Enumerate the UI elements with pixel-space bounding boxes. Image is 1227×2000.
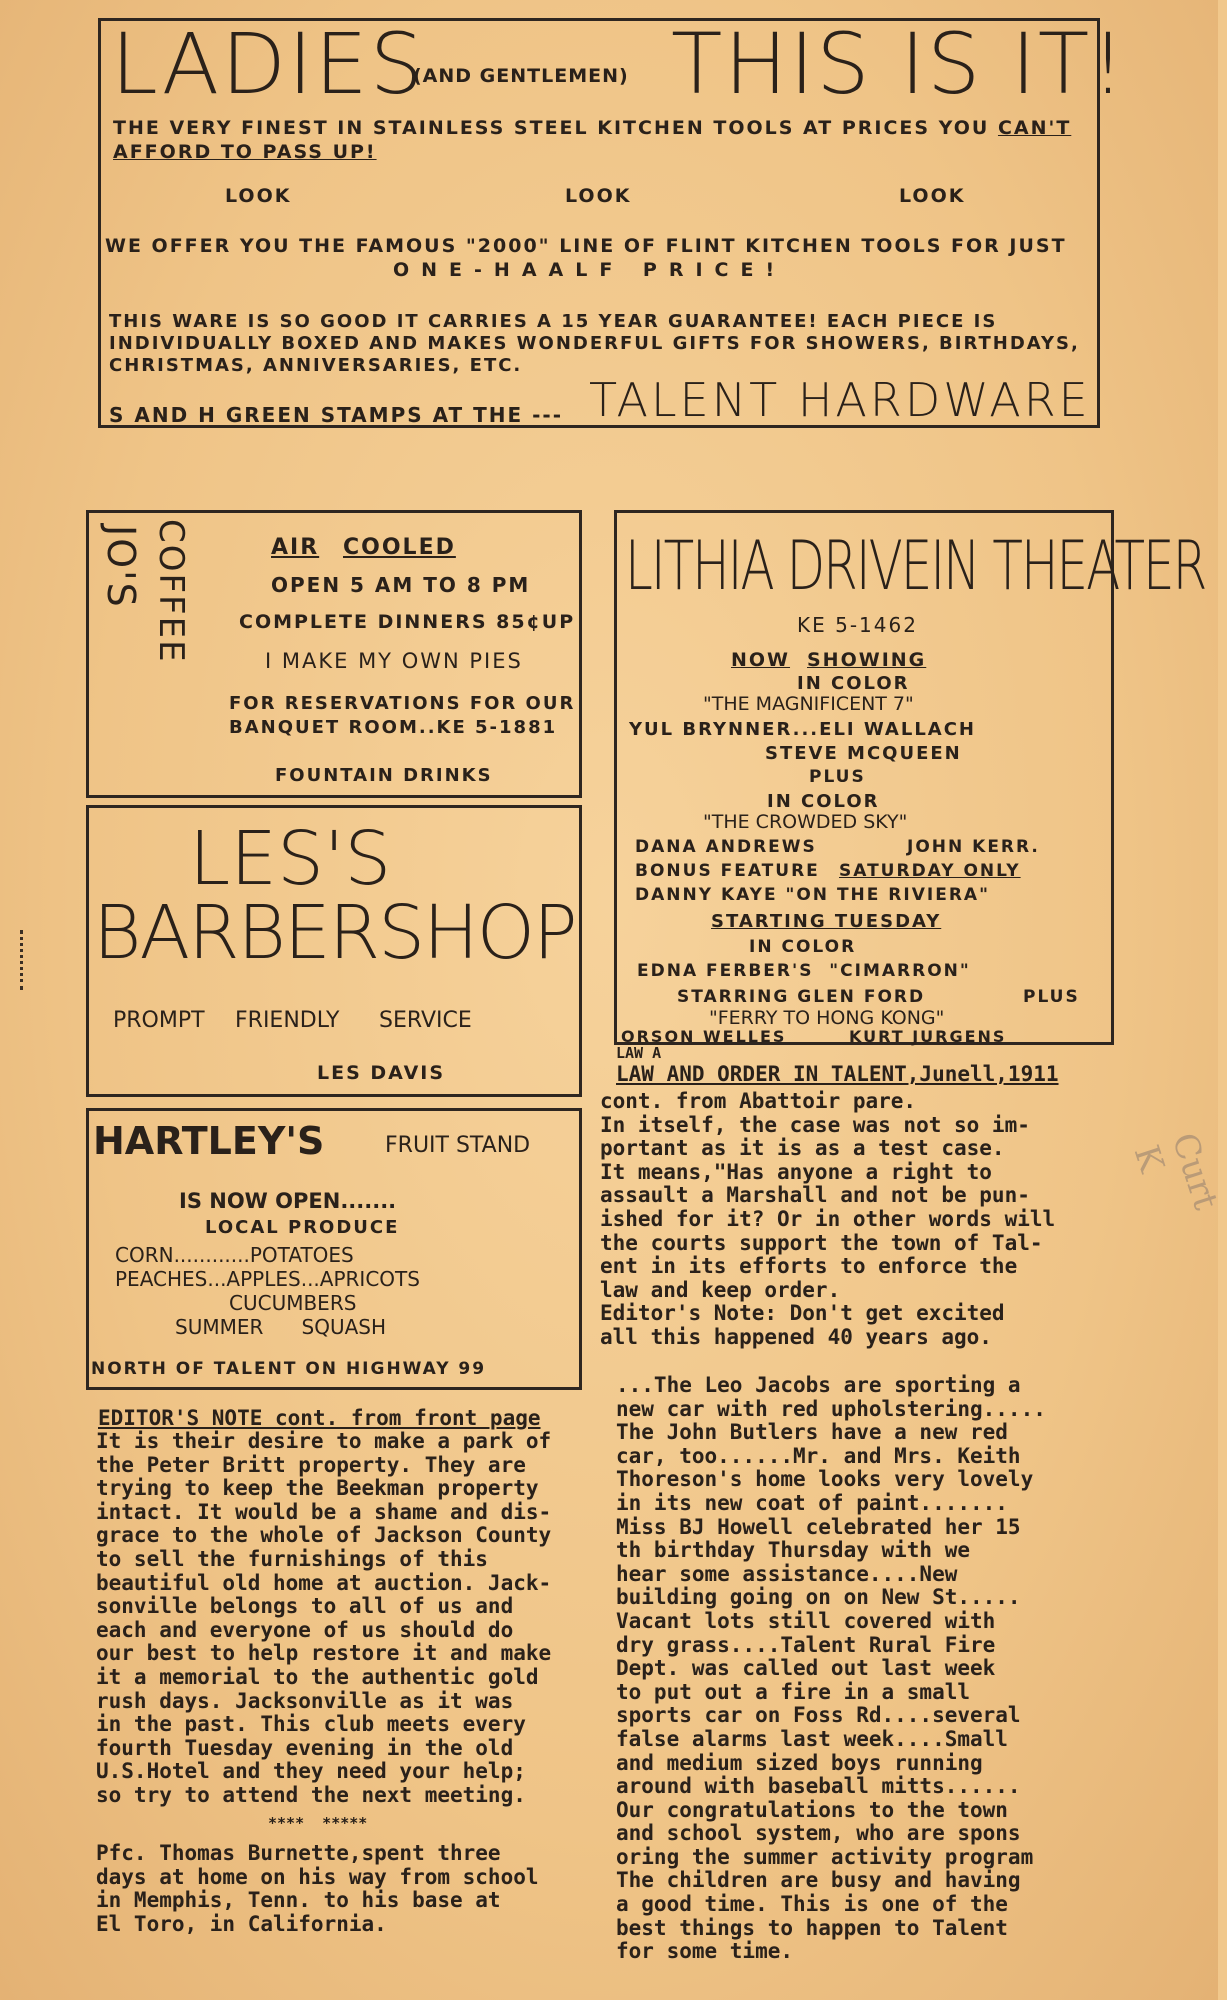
gossip-line: and medium sized boys running <box>616 1750 983 1775</box>
lithia-drivein-ad <box>614 510 1206 1046</box>
ad-title-ladies: LADIES <box>111 15 426 113</box>
law-line: law and keep order. <box>600 1277 841 1302</box>
pfc-line: in Memphis, Tenn. to his base at <box>96 1888 501 1913</box>
editor-line: U.S.Hotel and they need your help; <box>96 1759 526 1784</box>
offer-line-1: WE OFFER YOU THE FAMOUS "2000" LINE OF FLINT KITCHEN TOOLS FOR JUST <box>105 235 1067 257</box>
orson-welles: ORSON WELLES <box>621 1027 787 1046</box>
showing-label: SHOWING <box>807 649 927 671</box>
own-pies: I MAKE MY OWN PIES <box>265 649 523 673</box>
editor-line: each and everyone of us should do <box>96 1617 514 1642</box>
cimarron: EDNA FERBER'S "CIMARRON" <box>637 961 971 981</box>
service-friendly: FRIENDLY <box>235 1008 340 1033</box>
editor-note-heading: EDITOR'S NOTE cont. from front page <box>98 1406 541 1430</box>
gossip-line: false alarms last week....Small <box>616 1726 1008 1751</box>
pfc-line: Pfc. Thomas Burnette,spent three <box>96 1841 501 1865</box>
reservations-2: BANQUET ROOM..KE 5-1881 <box>229 717 558 738</box>
guarantee-line-2: INDIVIDUALLY BOXED AND MAKES WONDERFUL GIFTS FOR SHOWERS, BIRTHDAYS, <box>109 333 1080 354</box>
plus-2: PLUS <box>1023 987 1080 1007</box>
law-line: ent in its efforts to enforce the <box>600 1254 1018 1279</box>
complete-dinners: COMPLETE DINNERS 85¢UP <box>239 611 576 633</box>
look-2: LOOK <box>565 185 632 207</box>
film-crowded-sky: "THE CROWDED SKY" <box>703 811 908 833</box>
reservations-1: FOR RESERVATIONS FOR OUR <box>229 693 576 714</box>
gossip-line: Vacant lots still covered with <box>616 1608 996 1633</box>
law-heading-top: LAW A <box>616 1044 662 1062</box>
now-label: NOW <box>731 649 791 671</box>
look-1: LOOK <box>225 185 292 207</box>
jos-coffee-ad <box>86 510 582 798</box>
gossip-line: for some time. <box>616 1939 794 1964</box>
gossip-line: Thoreson's home looks very lovely <box>616 1467 1034 1492</box>
law-line: portant as it is as a test case. <box>600 1136 1005 1161</box>
editor-line: our best to help restore it and make <box>96 1641 552 1666</box>
gossip-line: ...The Leo Jacobs are sporting a <box>616 1373 1021 1397</box>
hartleys-fruit-stand-ad <box>86 1108 582 1390</box>
editor-line: to sell the furnishings of this <box>96 1546 488 1571</box>
margin-handwriting: Curt K <box>1125 1128 1226 1215</box>
now-open: IS NOW OPEN....... <box>179 1189 397 1213</box>
kurt-jurgens: KURT JURGENS <box>849 1027 1007 1046</box>
store-name: TALENT HARDWARE <box>589 373 1091 427</box>
gossip-line: and school system, who are spons <box>616 1821 1021 1846</box>
gossip-line: best things to happen to Talent <box>616 1915 1008 1940</box>
gossip-line: in its new coat of paint....... <box>616 1490 1008 1515</box>
editor-line: fourth Tuesday evening in the old <box>96 1735 514 1760</box>
gossip-line: hear some assistance....New <box>616 1561 958 1586</box>
color-3: IN COLOR <box>749 937 857 957</box>
look-3: LOOK <box>899 185 966 207</box>
cooled-label: COOLED <box>343 535 456 560</box>
produce-row-2: PEACHES...APPLES...APRICOTS <box>115 1267 420 1291</box>
gossip-line: car, too......Mr. and Mrs. Keith <box>616 1443 1021 1468</box>
gossip-line: a good time. This is one of the <box>616 1892 1008 1917</box>
gossip-line: Our congratulations to the town <box>616 1797 1008 1822</box>
gossip-line: new car with red upholstering..... <box>616 1396 1046 1421</box>
service-prompt: PROMPT <box>113 1008 205 1033</box>
owner-name: LES DAVIS <box>317 1062 446 1084</box>
guarantee-line-3: CHRISTMAS, ANNIVERSARIES, ETC. <box>109 355 523 376</box>
film-magnificent-7: "THE MAGNIFICENT 7" <box>703 693 914 715</box>
offer-line-2: ONE-HAALF PRICE! <box>393 259 787 281</box>
editor-line: sonville belongs to all of us and <box>96 1594 514 1619</box>
law-line: Editor's Note: Don't get excited <box>600 1301 1005 1326</box>
fruit-stand-label: FRUIT STAND <box>385 1133 531 1158</box>
produce-row-3: CUCUMBERS <box>229 1291 357 1315</box>
editor-line: intact. It would be a shame and dis- <box>96 1499 552 1524</box>
bonus-feature: BONUS FEATURE <box>635 861 820 881</box>
law-line: assault a Marshall and not be pun- <box>600 1183 1030 1208</box>
color-2: IN COLOR <box>767 791 880 812</box>
gossip-line: The children are busy and having <box>616 1868 1021 1893</box>
ad-line-2: AFFORD TO PASS UP! <box>113 141 377 163</box>
gossip-line: around with baseball mitts...... <box>616 1774 1021 1799</box>
theater-phone: KE 5-1462 <box>797 613 918 637</box>
editor-line: It is their desire to make a park of <box>96 1429 552 1453</box>
talent-hardware-ad <box>98 15 1127 428</box>
editor-line: in the past. This club meets every <box>96 1712 526 1737</box>
gossip-line: th birthday Thursday with we <box>616 1538 971 1563</box>
margin-marks <box>20 930 26 990</box>
pfc-paragraph <box>96 1842 539 1936</box>
law-line: In itself, the case was not so im- <box>600 1112 1030 1137</box>
editor-line: grace to the whole of Jackson County <box>96 1523 552 1548</box>
open-hours: OPEN 5 AM TO 8 PM <box>271 573 531 597</box>
ad-title-gentlemen: (AND GENTLEMEN) <box>413 65 629 87</box>
ferry-hong-kong: "FERRY TO HONG KONG" <box>709 1007 945 1029</box>
les-title: LES'S <box>189 816 392 902</box>
gossip-line: building going on on New St..... <box>616 1585 1021 1610</box>
law-line: It means,"Has anyone a right to <box>600 1159 992 1184</box>
air-label: AIR <box>271 535 320 560</box>
editor-line: the Peter Britt property. They are <box>96 1452 526 1477</box>
color-1: IN COLOR <box>797 673 910 694</box>
cast-2b: JOHN KERR. <box>907 837 1040 857</box>
law-line: ished for it? Or in other words will <box>600 1206 1056 1231</box>
theater-title: LITHIA DRIVEIN THEATER <box>625 527 1206 606</box>
law-line: cont. from Abattoir pare. <box>600 1089 917 1113</box>
green-stamps: S AND H GREEN STAMPS AT THE --- <box>109 403 564 427</box>
cast-1b: STEVE MCQUEEN <box>765 743 962 764</box>
law-heading: LAW AND ORDER IN TALENT,Junell,1911 <box>616 1062 1059 1086</box>
editor-line: beautiful old home at auction. Jack- <box>96 1570 552 1595</box>
saturday-only: SATURDAY ONLY <box>839 861 1021 881</box>
gossip-column <box>616 1374 1046 1964</box>
cast-1: YUL BRYNNER...ELI WALLACH <box>629 719 976 740</box>
gossip-line: oring the summer activity program <box>616 1844 1034 1869</box>
produce-row-1: CORN............POTATOES <box>115 1243 354 1267</box>
fountain-drinks: FOUNTAIN DRINKS <box>275 765 493 786</box>
barbershop-title: BARBERSHOP <box>93 890 576 976</box>
separator: **** ***** <box>268 1814 368 1832</box>
law-line: the courts support the town of Tal- <box>600 1230 1043 1255</box>
law-line: all this happened 40 years ago. <box>600 1324 992 1349</box>
danny-kaye: DANNY KAYE "ON THE RIVIERA" <box>635 885 990 905</box>
starring: STARRING GLEN FORD <box>677 987 926 1007</box>
ad-line-1: THE VERY FINEST IN STAINLESS STEEL KITCHEN TOOLS AT PRICES YOU CAN'T <box>113 117 1072 139</box>
gossip-line: Miss BJ Howell celebrated her 15 <box>616 1514 1021 1539</box>
editor-line: rush days. Jacksonville as it was <box>96 1688 514 1713</box>
editor-line: it a memorial to the authentic gold <box>96 1664 539 1689</box>
local-produce: LOCAL PRODUCE <box>205 1217 400 1238</box>
pfc-line: days at home on his way from school <box>96 1864 539 1889</box>
gossip-line: to put out a fire in a small <box>616 1679 971 1704</box>
plus-1: PLUS <box>809 767 866 787</box>
gossip-line: Dept. was called out last week <box>616 1656 996 1681</box>
produce-row-4: SUMMER SQUASH <box>175 1315 387 1339</box>
editor-note-body <box>96 1430 551 1808</box>
guarantee-line-1: THIS WARE IS SO GOOD IT CARRIES A 15 YEAR GUARANTEE! EACH PIECE IS <box>109 311 998 332</box>
ad-title-this-is-it: THIS IS IT! <box>671 15 1127 113</box>
gossip-line: The John Butlers have a new red <box>616 1420 1008 1445</box>
cast-2a: DANA ANDREWS <box>635 837 817 857</box>
jos-vertical: JO'S <box>99 525 143 609</box>
service-service: SERVICE <box>379 1008 472 1033</box>
pfc-line: El Toro, in California. <box>96 1911 387 1936</box>
hartley-name: HARTLEY'S <box>93 1119 325 1163</box>
law-article-body <box>600 1090 1055 1350</box>
hartley-location: NORTH OF TALENT ON HIGHWAY 99 <box>91 1359 487 1379</box>
starting-tuesday: STARTING TUESDAY <box>711 911 942 932</box>
gossip-line: sports car on Foss Rd....several <box>616 1703 1021 1728</box>
coffee-vertical: COFFEE <box>151 519 191 664</box>
gossip-line: dry grass....Talent Rural Fire <box>616 1632 996 1657</box>
les-barbershop-ad <box>86 805 582 1097</box>
editor-line: so try to attend the next meeting. <box>96 1782 526 1807</box>
editor-line: trying to keep the Beekman property <box>96 1476 539 1501</box>
